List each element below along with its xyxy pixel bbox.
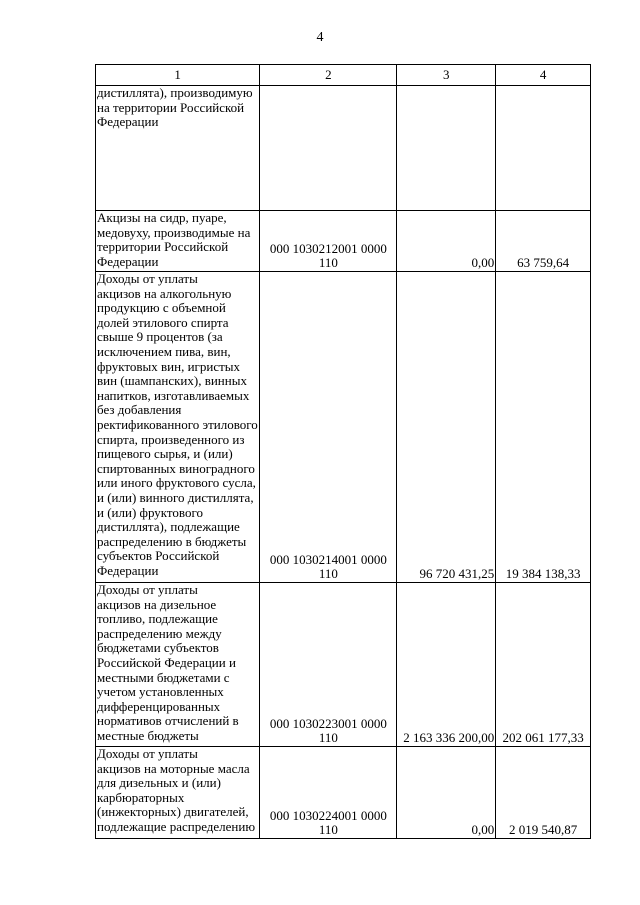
header-col-2: 2 bbox=[260, 65, 397, 86]
table-row bbox=[96, 211, 591, 272]
row-value-col4 bbox=[496, 86, 591, 211]
row-value-col4: 2 019 540,87 bbox=[496, 747, 591, 839]
header-col-4: 4 bbox=[496, 65, 591, 86]
row-code bbox=[260, 86, 397, 211]
row-code: 000 1030214001 0000 110 bbox=[260, 272, 397, 583]
row-code: 000 1030223001 0000 110 bbox=[260, 583, 397, 747]
row-value-col3 bbox=[397, 86, 496, 211]
table-row bbox=[96, 86, 591, 211]
table-header-row bbox=[96, 65, 591, 86]
row-description: дистиллята), производимую на территории Российской Федерации bbox=[96, 86, 260, 211]
header-col-3: 3 bbox=[397, 65, 496, 86]
row-description: Доходы от уплаты акцизов на алкогольную продукцию с объемной долей этилового спирта свыше 9 процентов (за исключением пива, вин, фруктовых вин, игристых вин (шампанских), винных напитков, изготавливаемых без добавления ректификованного этилового спирта, произведенного из пищевого сырья, и (или) спиртованных виноградного или иного фруктового сусла, и (или) винного дистиллята, и (или) фруктового дистиллята), подлежащие распределению в бюджеты субъектов Российской Федерации bbox=[96, 272, 260, 583]
table-row bbox=[96, 272, 591, 583]
row-code: 000 1030212001 0000 110 bbox=[260, 211, 397, 272]
row-description: Доходы от уплаты акцизов на моторные масла для дизельных и (или) карбюраторных (инжекторных) двигателей, подлежащие распределению bbox=[96, 747, 260, 839]
row-value-col3: 96 720 431,25 bbox=[397, 272, 496, 583]
table-row bbox=[96, 747, 591, 839]
row-value-col3: 0,00 bbox=[397, 211, 496, 272]
row-code: 000 1030224001 0000 110 bbox=[260, 747, 397, 839]
row-value-col4: 63 759,64 bbox=[496, 211, 591, 272]
header-col-1: 1 bbox=[96, 65, 260, 86]
row-value-col3: 0,00 bbox=[397, 747, 496, 839]
row-description: Доходы от уплаты акцизов на дизельное топливо, подлежащие распределению между бюджетами субъектов Российской Федерации и местными бюджетами с учетом установленных дифференцированных нормативов отчислений в местные бюджеты bbox=[96, 583, 260, 747]
revenue-table bbox=[95, 64, 591, 839]
table-row bbox=[96, 583, 591, 747]
page-number: 4 bbox=[316, 30, 324, 45]
row-value-col4: 202 061 177,33 bbox=[496, 583, 591, 747]
row-description: Акцизы на сидр, пуаре, медовуху, производимые на территории Российской Федерации bbox=[96, 211, 260, 272]
row-value-col4: 19 384 138,33 bbox=[496, 272, 591, 583]
row-value-col3: 2 163 336 200,00 bbox=[397, 583, 496, 747]
